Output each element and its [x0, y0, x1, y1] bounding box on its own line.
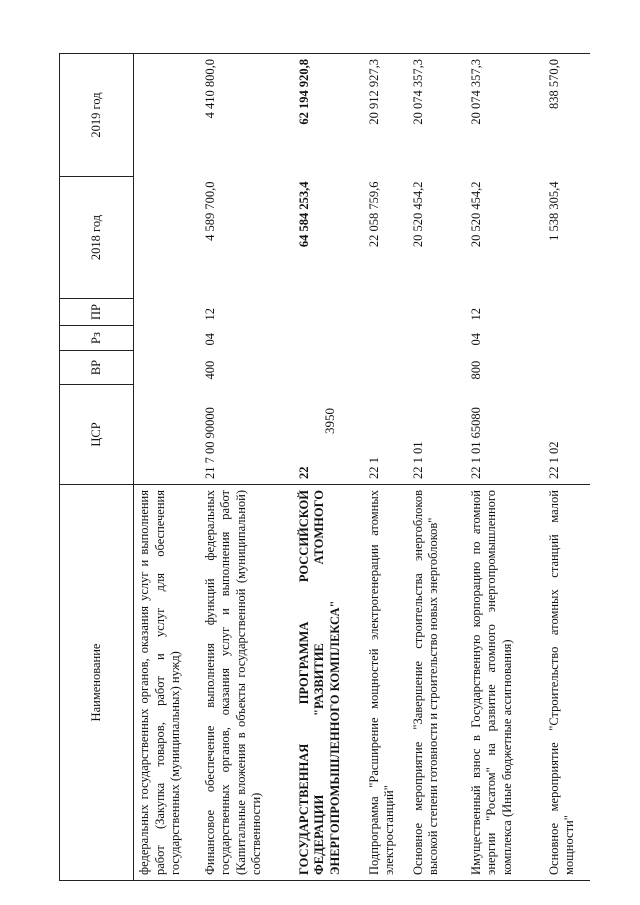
row-vr: [544, 351, 590, 385]
header-vr: ВР: [60, 351, 134, 385]
row-rz: 04: [202, 333, 217, 346]
row-2018: 20 520 454,2: [468, 181, 483, 248]
row-name: федеральных государственных органов, оказания услуг и выполнения работ (Закупка товаров, работ и услуг для обеспечения государственных (муниципальных) нужд): [134, 485, 200, 881]
header-rz: Рз: [60, 326, 134, 351]
row-2019: 4 410 800,0: [200, 54, 294, 177]
row-pr: [134, 299, 200, 326]
row-2018: 64 584 253,4: [296, 181, 311, 248]
row-csr: 22 1 01: [410, 441, 425, 479]
row-name: ГОСУДАРСТВЕННАЯ ПРОГРАММА РОССИЙСКОЙ ФЕДЕРАЦИИ "РАЗВИТИЕ АТОМНОГО ЭНЕРГОПРОМЫШЛЕННОГО КОМПЛЕКСА": [294, 485, 364, 881]
table-row: [466, 54, 544, 881]
row-csr: 22 1 01 65080: [468, 407, 483, 479]
table-row: [294, 54, 364, 881]
budget-table: [59, 53, 590, 881]
row-vr: [294, 351, 364, 385]
row-csr: [134, 385, 200, 485]
row-name: Основное мероприятие "Строительство атомных станций малой мощности": [544, 485, 590, 881]
row-rz: [134, 326, 200, 351]
row-csr: 21 7 00 90000: [202, 407, 217, 479]
row-2019: 20 074 357,3: [466, 54, 544, 177]
row-pr: 12: [468, 308, 483, 321]
row-rz: [544, 326, 590, 351]
table-row: [408, 54, 466, 881]
row-csr: 22: [296, 466, 311, 479]
row-pr: 12: [202, 308, 217, 321]
row-pr: [544, 299, 590, 326]
row-2018: 1 538 305,4: [546, 181, 561, 241]
table-row: [544, 54, 590, 881]
header-pr: ПР: [60, 299, 134, 326]
rotated-page: [59, 54, 589, 881]
row-2019: 20 912 927,3: [364, 54, 408, 177]
table-row: [200, 54, 294, 881]
row-pr: [408, 299, 466, 326]
row-rz: [294, 326, 364, 351]
row-name: Имущественный взнос в Государственную корпорацию по атомной энергии "Росатом" на развитие атомного энергопромышленного комплекса (Иные бюджетные ассигнования): [466, 485, 544, 881]
row-csr: 22 1: [366, 457, 381, 479]
row-2018: 20 520 454,2: [410, 181, 425, 248]
row-rz: 04: [468, 333, 483, 346]
row-2018: 22 058 759,6: [366, 181, 381, 248]
row-rz: [364, 326, 408, 351]
row-name: Основное мероприятие "Завершение строительства энергоблоков высокой степени готовности и строительство новых энергоблоков": [408, 485, 466, 881]
header-name: Наименование: [60, 485, 134, 881]
table-header-row: [60, 54, 134, 881]
row-vr: 800: [468, 360, 483, 380]
row-csr: 22 1 02: [546, 441, 561, 479]
row-2019: [134, 54, 200, 177]
row-2018: 4 589 700,0: [202, 181, 217, 241]
header-csr: ЦСР: [60, 385, 134, 485]
header-2018: 2018 год: [60, 177, 134, 299]
row-name: Финансовое обеспечение выполнения функций федеральных государственных органов, оказания услуг и выполнения работ (Капитальные вложения в объекты государственной (муниципальной) собственности): [200, 485, 294, 881]
row-pr: [364, 299, 408, 326]
row-vr: [134, 351, 200, 385]
row-2018: [134, 177, 200, 299]
row-2019: 20 074 357,3: [408, 54, 466, 177]
row-2019: 838 570,0: [544, 54, 590, 177]
table-row: [364, 54, 408, 881]
table-row: [134, 54, 200, 881]
row-pr: [294, 299, 364, 326]
row-rz: [408, 326, 466, 351]
row-2019: 62 194 920,8: [294, 54, 364, 177]
row-vr: [408, 351, 466, 385]
header-2019: 2019 год: [60, 54, 134, 177]
row-vr: 400: [202, 360, 217, 380]
row-name: Подпрограмма "Расширение мощностей электрогенерации атомных электростанций": [364, 485, 408, 881]
row-vr: [364, 351, 408, 385]
page-number: 3950: [322, 408, 337, 434]
